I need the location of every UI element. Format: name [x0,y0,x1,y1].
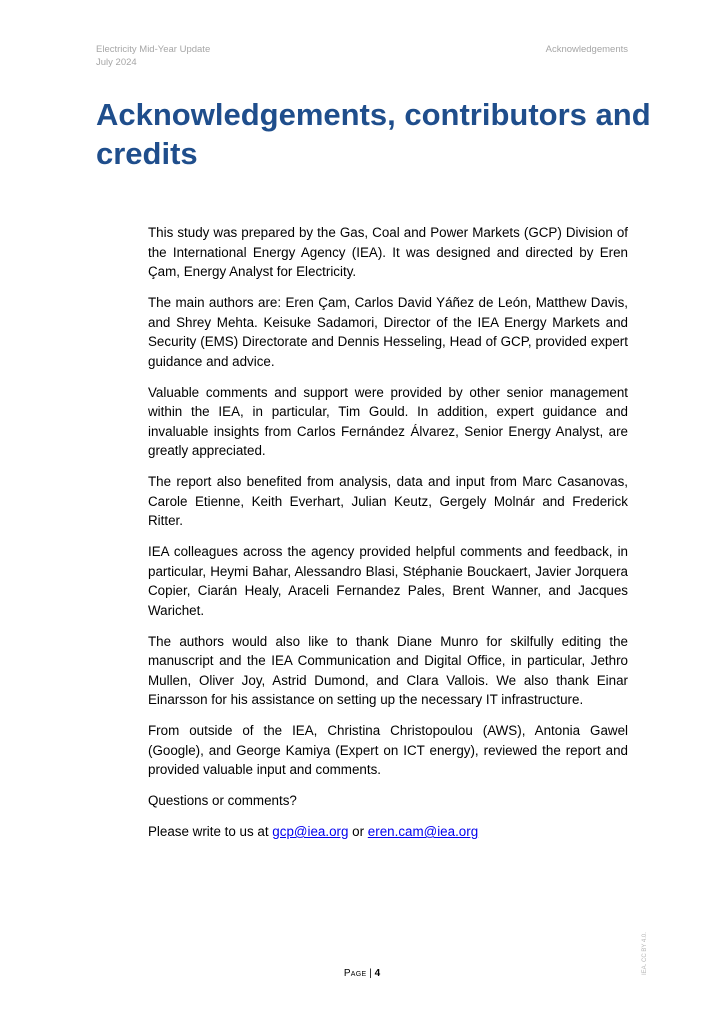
page-number: 4 [374,968,381,979]
running-header [96,43,210,69]
contact-line [148,822,628,842]
page-label: Page [343,968,367,979]
paragraph: Valuable comments and support were provided by other senior management within the IEA, in particular, Tim Gould. In addition, expert guidance and invaluable insights from Carlos Fernández Álvarez, Senior Energy Analyst, are greatly appreciated. [148,384,628,458]
paragraph: IEA colleagues across the agency provided helpful comments and feedback, in particular, Heymi Bahar, Alessandro Blasi, Stéphanie Bouckaert, Javier Jorquera Copier, Ciarán Healy, Araceli Fernandez Pales, Brent Wanner, and Jacques Warichet. [148,544,628,618]
page-footer [0,968,724,979]
body-text [148,223,628,853]
paragraph: The report also benefited from analysis, data and input from Marc Casanovas, Carole Etienne, Keith Everhart, Julian Keutz, Gergely Molnár and Frederick Ritter. [148,474,628,528]
paragraph: The main authors are: Eren Çam, Carlos David Yáñez de León, Matthew Davis, and Shrey Mehta. Keisuke Sadamori, Director of the IEA Energy Markets and Security (EMS) Directorate and Dennis Hesseling, Head of GCP, provided expert guidance and advice. [148,295,628,369]
page-separator: | [366,968,375,979]
doc-date: July 2024 [96,57,137,68]
contact-prefix: Please write to us at [148,824,273,839]
paragraph: This study was prepared by the Gas, Coal and Power Markets (GCP) Division of the International Energy Agency (IEA). It was designed and directed by Eren Çam, Energy Analyst for Electricity. [148,225,628,279]
email-link-eren[interactable]: eren.cam@iea.org [367,824,479,839]
section-name: Acknowledgements [545,44,628,55]
page-title: Acknowledgements, contributors and credits [96,97,651,171]
paragraph: The authors would also like to thank Diane Munro for skilfully editing the manuscript and the IEA Communication and Digital Office, in particular, Jethro Mullen, Oliver Joy, Astrid Dumond, and Clara Vallois. We also thank Einar Einarsson for his assistance on setting up the necessary IT infrastructure. [148,633,628,707]
contact-joiner: or [348,824,368,839]
doc-title: Electricity Mid-Year Update [96,44,211,55]
email-link-gcp[interactable]: gcp@iea.org [272,824,349,839]
license-watermark: IEA. CC BY 4.0. [642,932,648,975]
paragraph: From outside of the IEA, Christina Christopoulou (AWS), Antonia Gawel (Google), and George Kamiya (Expert on ICT energy), reviewed the report and provided valuable input and comments. [148,723,628,777]
questions-line: Questions or comments? [148,793,297,808]
